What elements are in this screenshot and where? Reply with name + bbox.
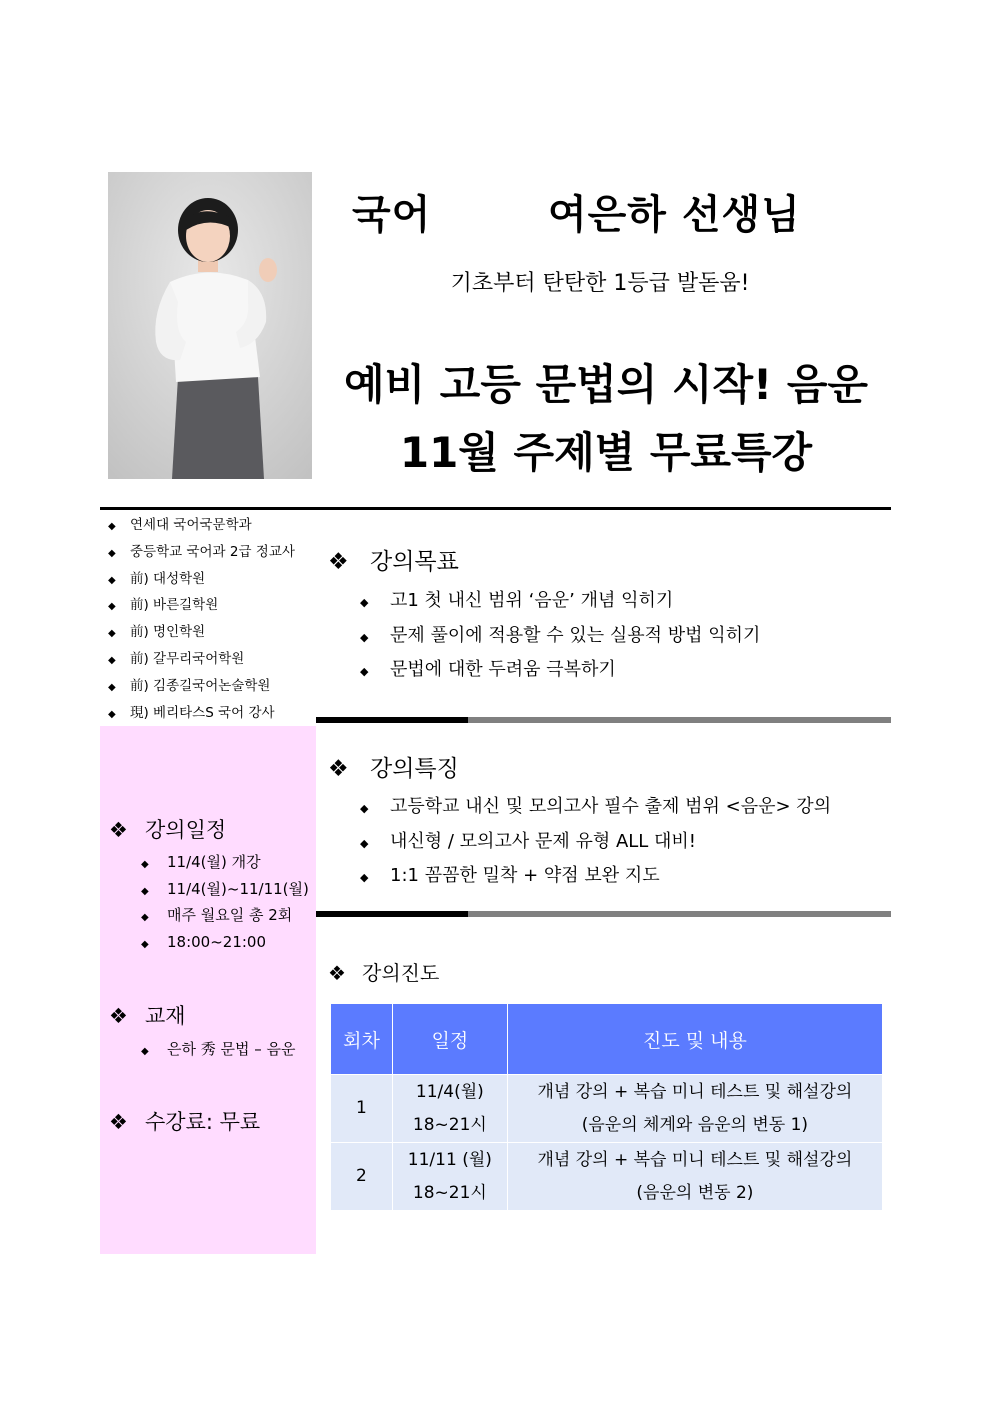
list-item: ◆ 고등학교 내신 및 모의고사 필수 출제 범위 <음운> 강의 [360, 790, 831, 825]
header-divider [100, 507, 891, 510]
teacher-name: 여은하 선생님 [548, 192, 801, 238]
diamond-bullet-icon: ◆ [108, 708, 116, 720]
progress-table [330, 1003, 883, 1211]
table-header-row [331, 1004, 883, 1075]
credentials-list [108, 512, 314, 726]
diamond-bullet-icon: ◆ [108, 681, 116, 693]
schedule-list [141, 849, 309, 955]
diamond-bullet-icon: ◆ [360, 802, 369, 815]
list-item: ◆ 11/4(월) 개강 [141, 849, 309, 876]
list-item: ◆ 前) 바른길학원 [108, 592, 314, 619]
progress-heading: ❖ 강의진도 [328, 961, 440, 985]
list-item: ◆ 내신형 / 모의고사 문제 유형 ALL 대비! [360, 825, 831, 860]
diamond-bullet-icon: ◆ [141, 885, 149, 897]
list-item: ◆ 現) 베리타스S 국어 강사 [108, 700, 314, 727]
fee-heading: ❖ 수강료: 무료 [109, 1110, 261, 1134]
session-cell: 1 [331, 1075, 393, 1143]
section-divider [316, 911, 891, 917]
column-header-date: 일정 [392, 1004, 507, 1075]
diamond-bullet-icon: ◆ [108, 601, 116, 613]
textbook-heading: ❖ 교재 [109, 1004, 186, 1028]
column-header-content: 진도 및 내용 [507, 1004, 882, 1075]
list-item: ◆ 1:1 꼼꼼한 밀착 + 약점 보완 지도 [360, 859, 831, 894]
section-marker-icon: ❖ [109, 818, 128, 842]
list-item: ◆ 11/4(월)~11/11(월) [141, 876, 309, 903]
diamond-bullet-icon: ◆ [360, 596, 369, 609]
diamond-bullet-icon: ◆ [141, 938, 149, 950]
section-divider [316, 717, 891, 723]
list-item: ◆ 연세대 국어국문학과 [108, 512, 314, 539]
tagline: 기초부터 탄탄한 1등급 발돋움! [450, 271, 750, 296]
list-item: ◆ 前) 대성학원 [108, 566, 314, 593]
diamond-bullet-icon: ◆ [360, 630, 369, 644]
info-sidebar [100, 726, 316, 1254]
diamond-bullet-icon: ◆ [141, 859, 149, 870]
list-item: ◆ 매주 월요일 총 2회 [141, 902, 309, 929]
teacher-photo-illustration [108, 172, 312, 479]
diamond-bullet-icon: ◆ [108, 628, 116, 640]
list-item: ◆ 前) 갈무리국어학원 [108, 646, 314, 673]
diamond-bullet-icon: ◆ [360, 665, 369, 678]
list-item: ◆ 18:00~21:00 [141, 929, 309, 956]
diamond-bullet-icon: ◆ [141, 1046, 149, 1057]
course-subtitle: 11월 주제별 무료특강 [399, 428, 813, 477]
list-item: ◆ 고1 첫 내신 범위 ‘음운’ 개념 익히기 [360, 584, 760, 619]
list-item: ◆ 중등학교 국어과 2급 정교사 [108, 539, 314, 566]
table-row [331, 1075, 883, 1143]
list-item: ◆ 문제 풀이에 적용할 수 있는 실용적 방법 익히기 [360, 619, 760, 654]
section-marker-icon: ❖ [328, 756, 349, 782]
textbook-list [141, 1036, 296, 1063]
content-cell: 개념 강의 + 복습 미니 테스트 및 해설강의 (음운의 체계와 음운의 변동 1) [507, 1075, 882, 1143]
section-marker-icon: ❖ [328, 961, 346, 985]
content-cell: 개념 강의 + 복습 미니 테스트 및 해설강의 (음운의 변동 2) [507, 1143, 882, 1211]
diamond-bullet-icon: ◆ [108, 547, 116, 559]
session-cell: 2 [331, 1143, 393, 1211]
course-title: 예비 고등 문법의 시작! 음운 [344, 360, 868, 409]
diamond-bullet-icon: ◆ [108, 521, 116, 532]
diamond-bullet-icon: ◆ [108, 654, 116, 666]
date-cell: 11/11 (월) 18~21시 [392, 1143, 507, 1211]
date-cell: 11/4(월) 18~21시 [392, 1075, 507, 1143]
features-heading: ❖ 강의특징 [328, 756, 459, 782]
features-list [360, 790, 831, 894]
column-header-session: 회차 [331, 1004, 393, 1075]
list-item: ◆ 前) 명인학원 [108, 619, 314, 646]
table-row [331, 1143, 883, 1211]
section-marker-icon: ❖ [109, 1004, 128, 1028]
goals-heading: ❖ 강의목표 [328, 549, 459, 575]
subject-label: 국어 [352, 192, 432, 238]
diamond-bullet-icon: ◆ [108, 574, 116, 586]
schedule-heading: ❖ 강의일정 [109, 818, 227, 842]
diamond-bullet-icon: ◆ [141, 912, 149, 923]
list-item: ◆ 前) 김종길국어논술학원 [108, 673, 314, 700]
teacher-photo [108, 172, 312, 479]
section-marker-icon: ❖ [328, 549, 349, 575]
list-item: ◆ 은하 秀 문법 – 음운 [141, 1036, 296, 1063]
diamond-bullet-icon: ◆ [360, 836, 369, 850]
list-item: ◆ 문법에 대한 두려움 극복하기 [360, 653, 760, 688]
section-marker-icon: ❖ [109, 1110, 128, 1134]
diamond-bullet-icon: ◆ [360, 871, 369, 884]
goals-list [360, 584, 760, 688]
